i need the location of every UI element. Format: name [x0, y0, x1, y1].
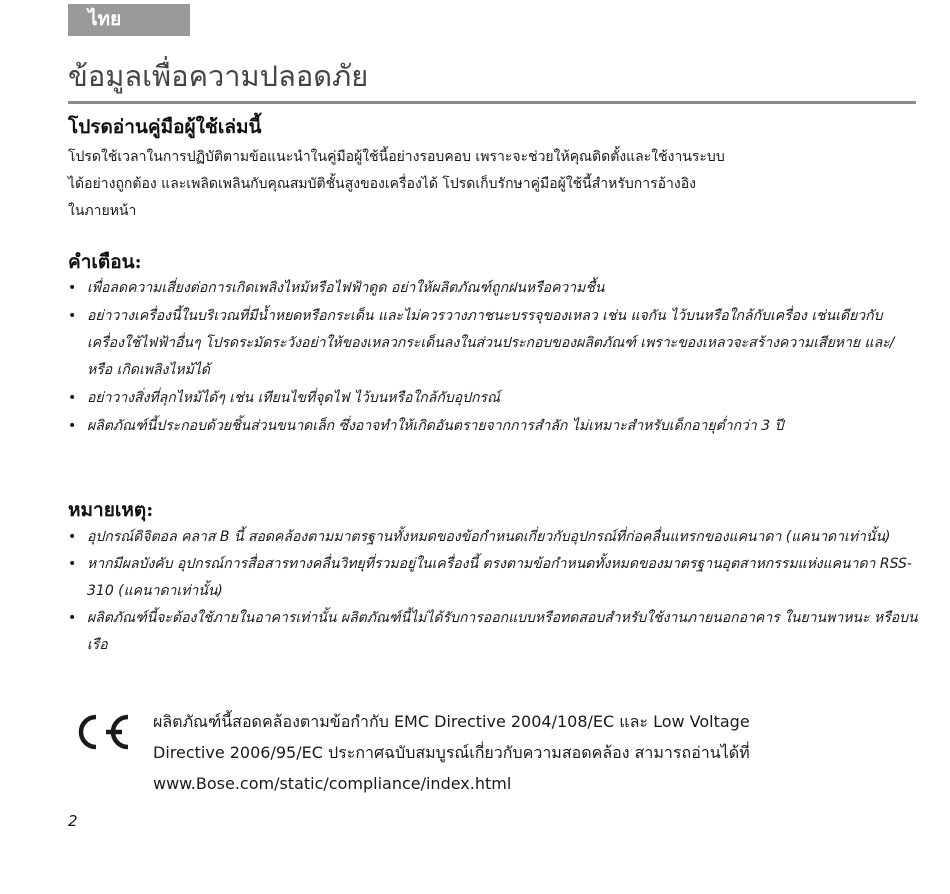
intro-paragraph — [68, 144, 918, 225]
bullet: • — [68, 308, 77, 324]
warnings-heading: คำเตือน: — [68, 251, 142, 273]
warning-text: เพื่อลดความเสี่ยงต่อการเกิดเพลิงไหม้หรือไฟฟ้าดูด อย่าให้ผลิตภัณฑ์ถูกฝนหรือความชื้น — [87, 280, 605, 296]
compliance-url[interactable]: www.Bose.com/static/compliance/index.html — [153, 774, 512, 793]
note-item — [68, 551, 918, 605]
read-manual-heading: โปรดอ่านคู่มือผู้ใช้เล่มนี้ — [68, 116, 262, 138]
bullet: • — [68, 280, 77, 296]
intro-line: โปรดใช้เวลาในการปฏิบัติตามข้อแนะนำในคู่มือผู้ใช้นี้อย่างรอบคอบ เพราะจะช่วยให้คุณติดตั้งและใช้งานระบบ — [68, 149, 725, 165]
warning-text: อย่าวางเครื่องนี้ในบริเวณที่มีน้ำหยดหรือกระเด็น และไม่ควรวางภาชนะบรรจุของเหลว เช่น แจกัน ไว้บนหรือใกล้กับเครื่อง เช่นเดียวกับเครื่องใช้ไฟฟ้าอื่นๆ โปรดระมัดระวังอย่าให้ของเหลวกระเด็นลงในส่วนประกอบของผลิตภัณฑ์ เพราะของเหลวจะสร้างความเสียหาย และ/หรือ เกิดเพลิงไหม้ได้ — [87, 308, 895, 378]
note-text: ผลิตภัณฑ์นี้จะต้องใช้ภายในอาคารเท่านั้น ผลิตภัณฑ์นี้ไม่ได้รับการออกแบบหรือทดสอบสำหรับใช้งานภายนอกอาคาร ในยานพาหนะ หรือบนเรือ — [87, 610, 918, 653]
warning-text: ผลิตภัณฑ์นี้ประกอบด้วยชิ้นส่วนขนาดเล็ก ซึ่งอาจทำให้เกิดอันตรายจากการสำลัก ไม่เหมาะสำหรับเด็กอายุต่ำกว่า 3 ปี — [87, 418, 784, 434]
warnings-list — [68, 275, 918, 441]
page-number: 2 — [68, 812, 78, 830]
bullet: • — [68, 529, 77, 545]
bullet: • — [68, 418, 77, 434]
warning-item — [68, 275, 918, 302]
bullet: • — [68, 556, 77, 572]
warning-item — [68, 385, 918, 412]
page-title: ข้อมูลเพื่อความปลอดภัย — [68, 59, 369, 93]
note-text: อุปกรณ์ดิจิตอล คลาส B นี้ สอดคล้องตามมาตรฐานทั้งหมดของข้อกำหนดเกี่ยวกับอุปกรณ์ที่ก่อคลื่นแทรกของแคนาดา (แคนาดาเท่านั้น) — [87, 529, 891, 545]
note-item — [68, 605, 918, 659]
compliance-line: ผลิตภัณฑ์นี้สอดคล้องตามข้อกำกับ EMC Directive 2004/108/EC และ Low Voltage — [153, 712, 750, 731]
warning-item — [68, 413, 918, 440]
intro-line: ในภายหน้า — [68, 203, 137, 219]
compliance-text — [153, 706, 893, 799]
title-divider — [68, 101, 916, 104]
language-tab: ไทย — [68, 4, 190, 36]
warning-text: อย่าวางสิ่งที่ลุกไหม้ได้ๆ เช่น เทียนไขที่จุดไฟ ไว้บนหรือใกล้กับอุปกรณ์ — [87, 390, 500, 406]
warning-item — [68, 303, 918, 384]
ce-mark-icon — [66, 712, 136, 752]
notes-heading: หมายเหตุ: — [68, 499, 154, 521]
bullet: • — [68, 610, 77, 626]
notes-list — [68, 524, 918, 659]
compliance-line: Directive 2006/95/EC ประกาศฉบับสมบูรณ์เกี่ยวกับความสอดคล้อง สามารถอ่านได้ที่ — [153, 743, 750, 762]
intro-line: ได้อย่างถูกต้อง และเพลิดเพลินกับคุณสมบัติชั้นสูงของเครื่องได้ โปรดเก็บรักษาคู่มือผู้ใช้นี้สำหรับการอ้างอิง — [68, 176, 696, 192]
note-item — [68, 524, 918, 551]
note-text: หากมีผลบังคับ อุปกรณ์การสื่อสารทางคลื่นวิทยุที่รวมอยู่ในเครื่องนี้ ตรงตามข้อกำหนดทั้งหมดของมาตรฐานอุตสาหกรรมแห่งแคนาดา RSS-310 (แคนาดาเท่านั้น) — [87, 556, 912, 599]
bullet: • — [68, 390, 77, 406]
